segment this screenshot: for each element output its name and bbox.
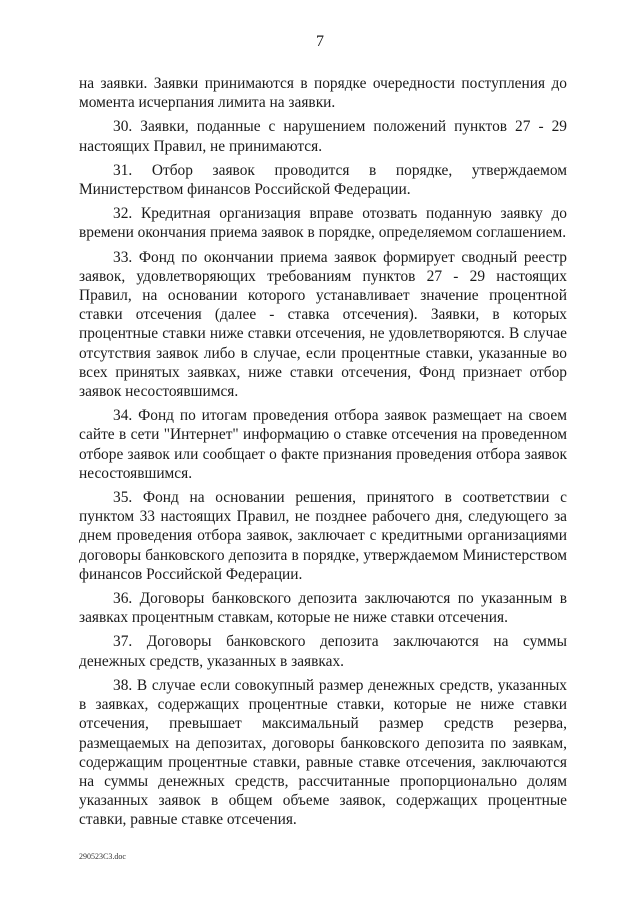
paragraph-30: 30. Заявки, поданные с нарушением положений пунктов 27 - 29 настоящих Правил, не принимаются. xyxy=(79,118,567,155)
paragraph-34: 34. Фонд по итогам проведения отбора заявок размещает на своем сайте в сети "Интернет" информацию о ставке отсечения на проведенном отборе заявок или сообщает о факте признания проведения отбора заявок несостоявшимся. xyxy=(79,407,567,482)
paragraph-36: 36. Договоры банковского депозита заключаются по указанным в заявках процентным ставкам, которые не ниже ставки отсечения. xyxy=(79,590,567,627)
paragraph-31: 31. Отбор заявок проводится в порядке, утверждаемом Министерством финансов Российской Федерации. xyxy=(79,161,567,199)
paragraph-35: 35. Фонд на основании решения, принятого в соответствии с пунктом 33 настоящих Правил, не позднее рабочего дня, следующего за днем проведения отбора заявок, заключает с кредитными организациями договоры банковского депозита в порядке, утверждаемом Министерством финансов Российской Федерации. xyxy=(79,489,567,583)
paragraph-continuation: на заявки. Заявки принимаются в порядке очередности поступления до момента исчерпания лимита на заявки. xyxy=(79,75,567,112)
paragraph-33: 33. Фонд по окончании приема заявок формирует сводный реестр заявок, удовлетворяющих требованиям пунктов 27 - 29 настоящих Правил, на основании которого устанавливает значение процентной ставки отсечения (далее - ставка отсечения). Заявки, в которых процентные ставки ниже ставки отсечения, не удовлетворяются. В случае отсутствия заявок либо в случае, если процентные ставки, указанные во всех принятых заявках, ниже ставки отсечения, Фонд признает отбор заявок несостоявшимся. xyxy=(79,248,567,401)
paragraph-32: 32. Кредитная организация вправе отозвать поданную заявку до времени окончания приема заявок в порядке, определяемом соглашением. xyxy=(79,205,567,242)
paragraph-38: 38. В случае если совокупный размер денежных средств, указанных в заявках, содержащих процентные ставки, которые не ниже ставки отсечения, превышает максимальный размер средств резерва, размещаемых на депозитах, договоры банковского депозита по заявкам, содержащим процентные ставки, равные ставке отсечения, заключаются на суммы денежных средств, рассчитанные пропорционально долям указанных заявок в общем объеме заявок, содержащих процентные ставки, равные ставке отсечения. xyxy=(79,676,567,829)
paragraph-37: 37. Договоры банковского депозита заключаются на суммы денежных средств, указанных в заявках. xyxy=(79,633,567,670)
page-number: 7 xyxy=(316,33,324,50)
document-file-code: 290523C3.doc xyxy=(79,852,126,861)
document-body xyxy=(79,74,567,835)
